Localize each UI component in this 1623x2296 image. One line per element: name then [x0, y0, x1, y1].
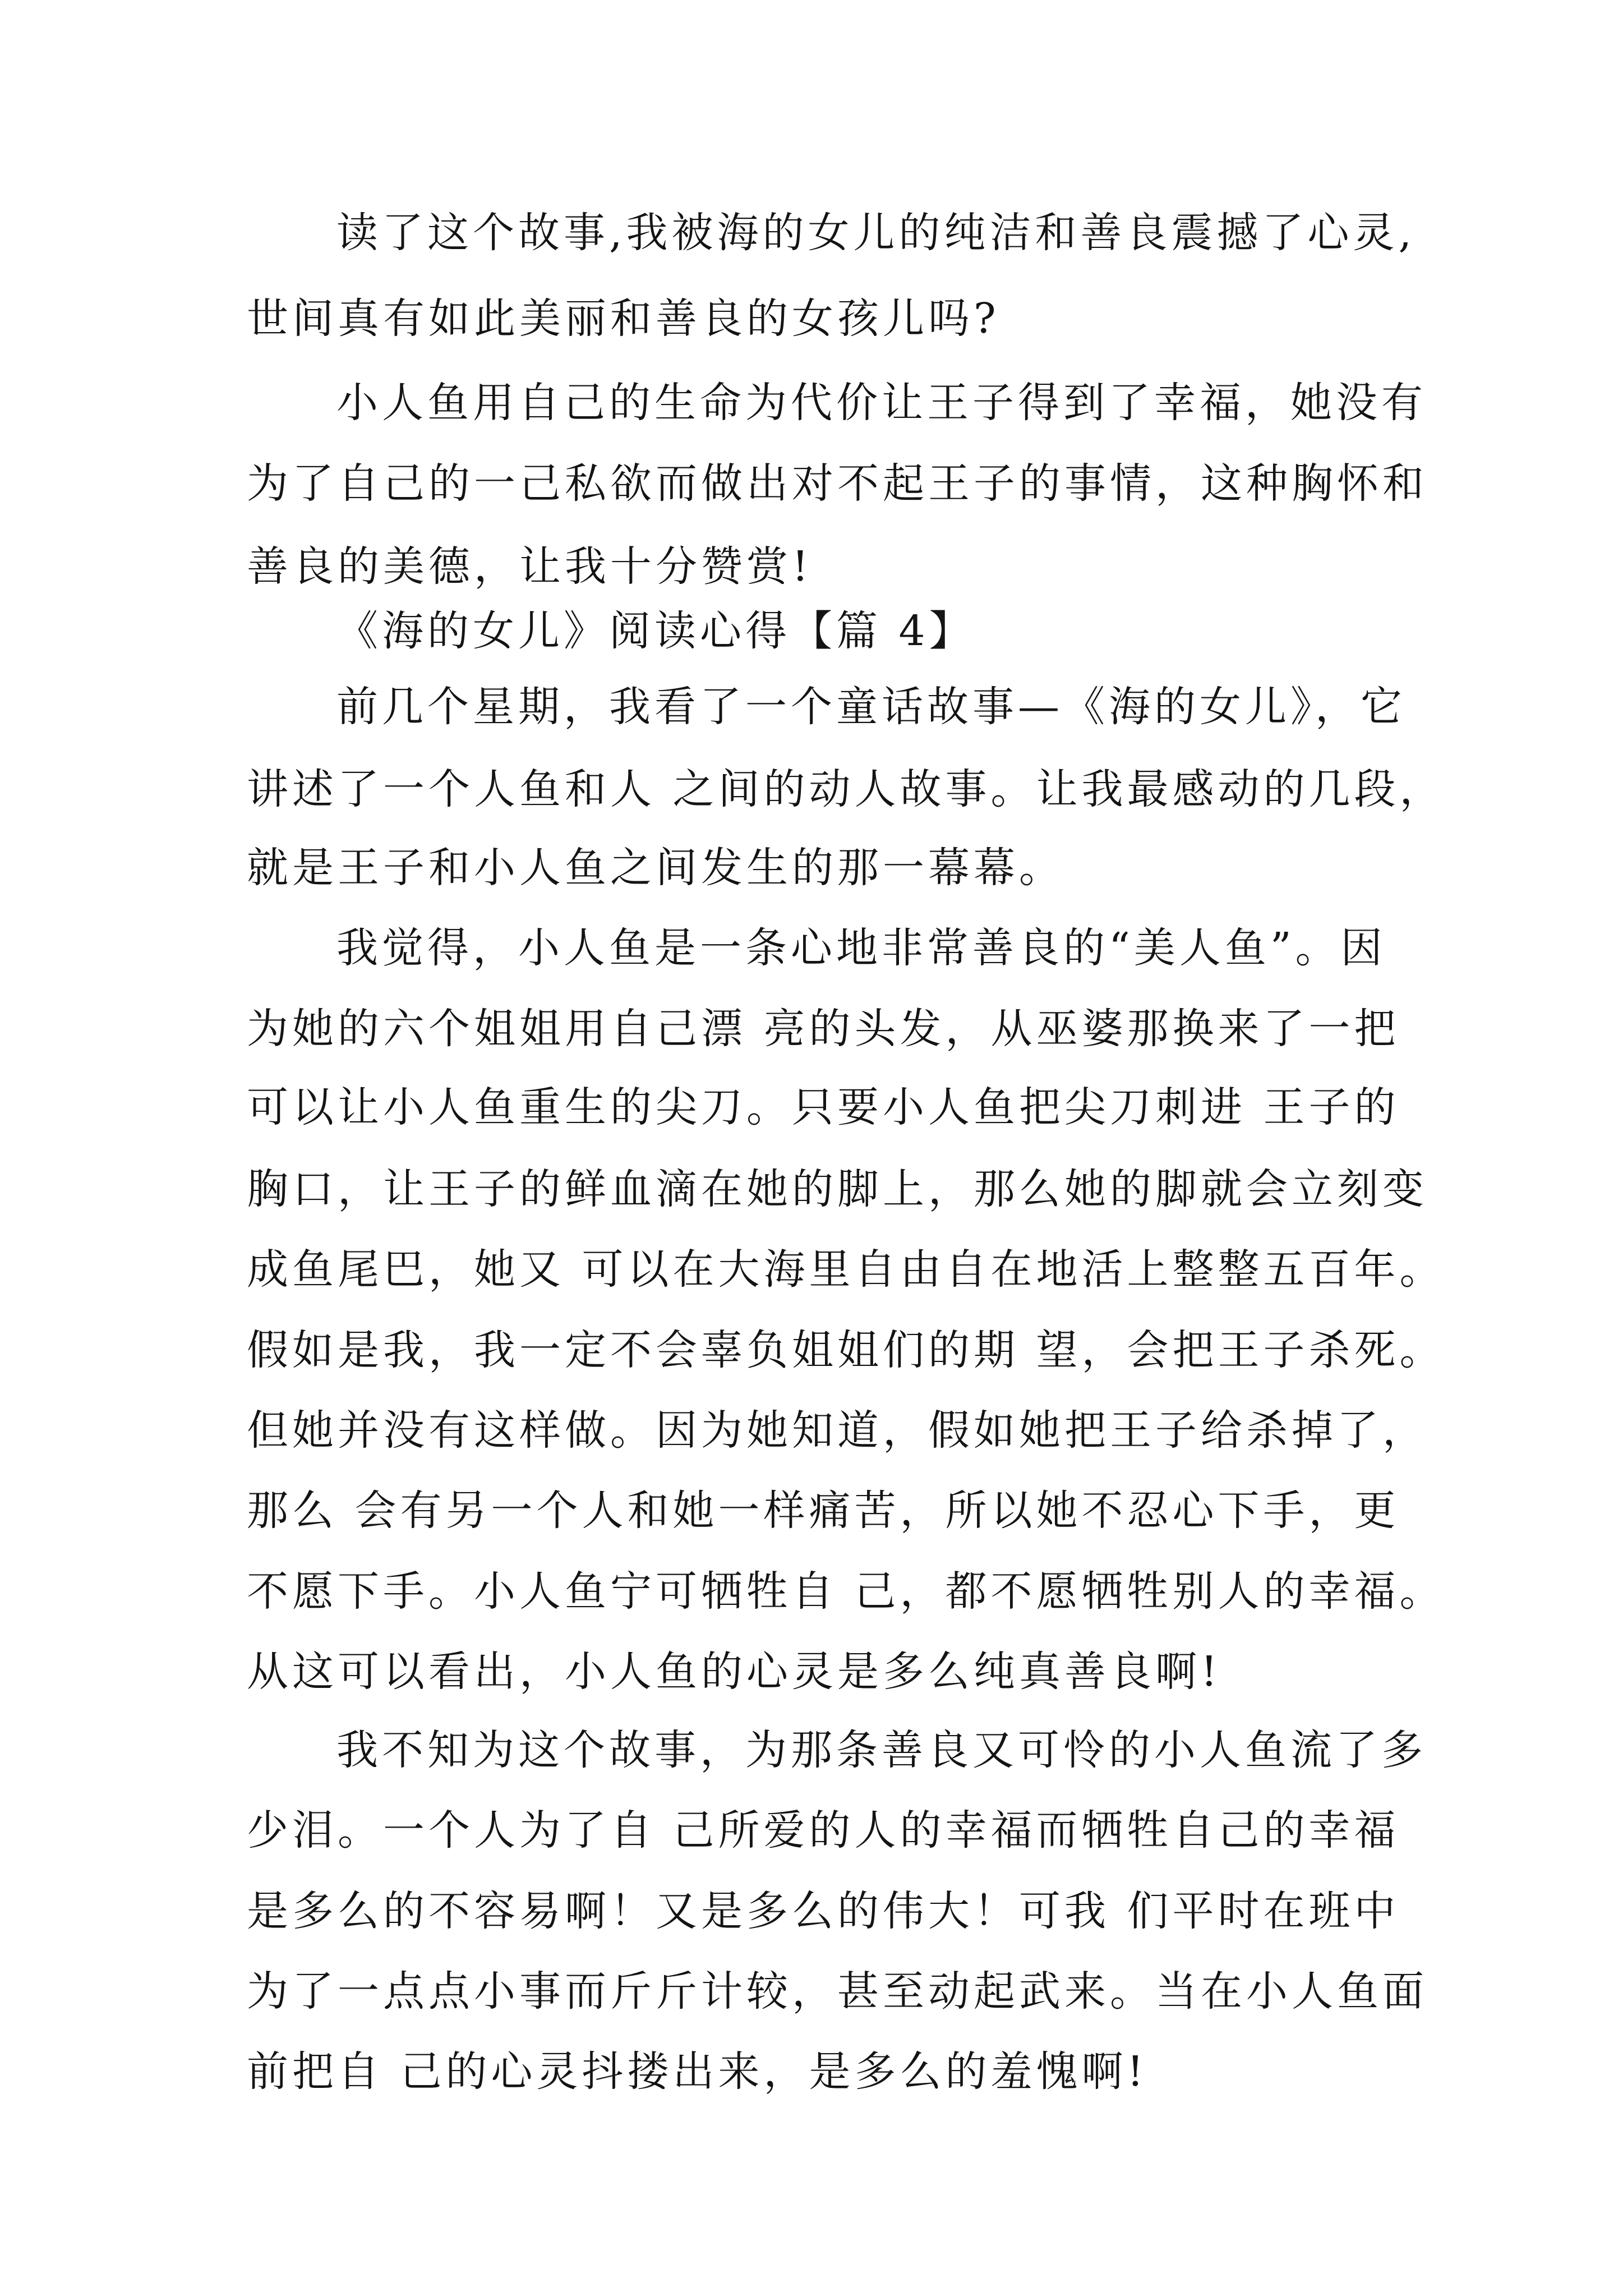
text-line: 从这可以看出，小人鱼的心灵是多么纯真善良啊! [247, 1648, 1221, 1696]
section-heading: 《海的女儿》阅读心得【篇 4】 [336, 607, 975, 655]
text-line: 是多么的不容易啊！又是多么的伟大！可我 们平时在班中 [247, 1887, 1400, 1935]
text-line: 胸口，让王子的鲜血滴在她的脚上，那么她的脚就会立刻变 [247, 1165, 1428, 1213]
text-line: 可以让小人鱼重生的尖刀。只要小人鱼把尖刀刺进 王子的 [247, 1083, 1400, 1131]
text-line: 前几个星期，我看了一个童话故事—《海的女儿》，它 [336, 683, 1406, 731]
text-line: 不愿下手。小人鱼宁可牺牲自 己，都不愿牺牲别人的幸福。 [247, 1567, 1445, 1616]
text-line: 假如是我，我一定不会辜负姐姐们的期 望，会把王子杀死。 [247, 1326, 1445, 1374]
text-line: 为了一点点小事而斤斤计较，甚至动起武来。当在小人鱼面 [247, 1967, 1428, 2016]
text-line: 为了自己的一己私欲而做出对不起王子的事情，这种胸怀和 [247, 459, 1428, 508]
text-line: 但她并没有这样做。因为她知道，假如她把王子给杀掉了， [247, 1406, 1428, 1455]
text-line: 就是王子和小人鱼之间发生的那一幕幕。 [247, 844, 1064, 892]
text-line: 小人鱼用自己的生命为代价让王子得到了幸福，她没有 [336, 379, 1427, 427]
text-line: 我不知为这个故事，为那条善良又可怜的小人鱼流了多 [336, 1726, 1427, 1774]
text-line: 我觉得，小人鱼是一条心地非常善良的“美人鱼”。因 [336, 924, 1386, 972]
text-line: 少泪。一个人为了自 己所爱的人的幸福而牺牲自己的幸福 [247, 1806, 1400, 1855]
text-line: 为她的六个姐姐用自己漂 亮的头发，从巫婆那换来了一把 [247, 1005, 1400, 1053]
text-line: 读了这个故事,我被海的女儿的纯洁和善良震撼了心灵, [336, 209, 1416, 257]
text-line: 讲述了一个人鱼和人 之间的动人故事。让我最感动的几段， [247, 765, 1445, 813]
text-line: 那么 会有另一个人和她一样痛苦，所以她不忍心下手，更 [247, 1487, 1400, 1535]
text-line: 成鱼尾巴，她又 可以在大海里自由自在地活上整整五百年。 [247, 1245, 1445, 1294]
text-line: 善良的美德，让我十分赞赏! [247, 542, 813, 591]
text-line: 前把自 己的心灵抖搂出来，是多么的羞愧啊! [247, 2047, 1148, 2096]
text-line: 世间真有如此美丽和善良的女孩儿吗? [247, 295, 1000, 343]
